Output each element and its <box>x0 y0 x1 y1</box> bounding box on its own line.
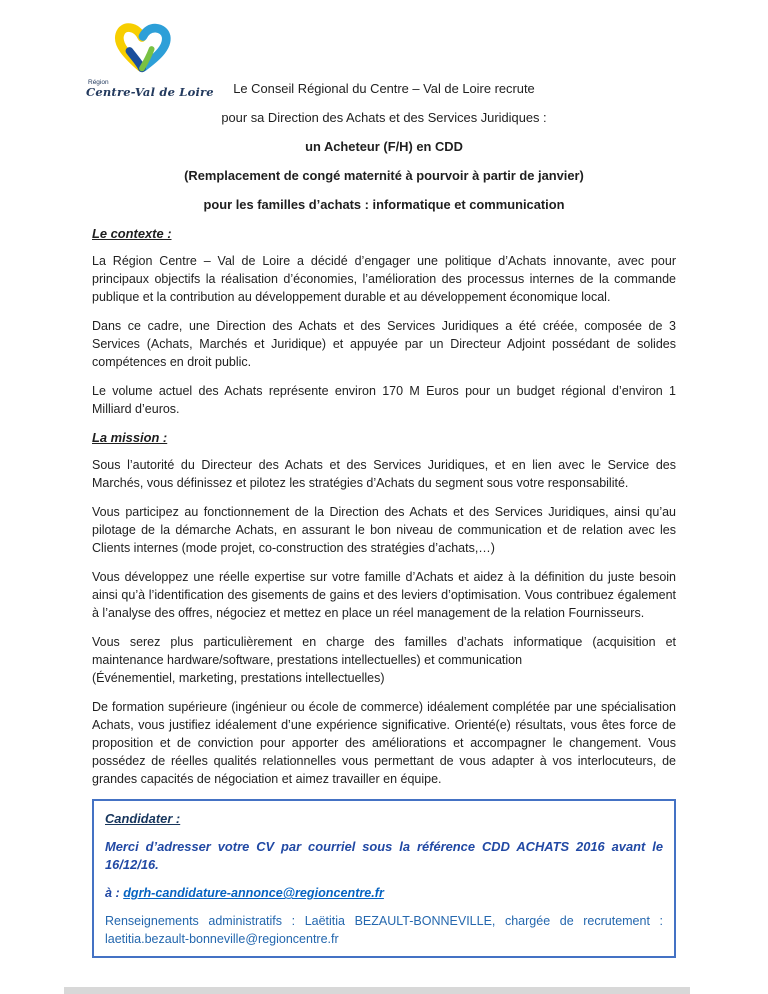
mission-paragraph-3: Vous développez une réelle expertise sur votre famille d’Achats et aidez à la définition du juste besoin ainsi qu’à l’identification des gisements de gains et des leviers d’optimisation. Vous contribuez également à l’analyse des offres, négociez et mettez en place un réel management de la relation Fournisseurs. <box>92 570 676 620</box>
region-logo-name: Centre-Val de Loire <box>86 85 214 99</box>
region-logo-region-label: Région <box>88 79 109 86</box>
mission-paragraph-4-line-2: (Événementiel, marketing, prestations intellectuelles) <box>92 671 385 685</box>
region-heart-icon <box>111 22 173 78</box>
recruitment-contact: Renseignements administratifs : Laëtitia BEZAULT-BONNEVILLE, chargée de recrutement : laetitia.bezault-bonneville@regioncentre.fr <box>105 914 663 946</box>
candidater-email-line <box>105 884 663 902</box>
header-line-families: pour les familles d’achats : informatique et communication <box>203 197 565 212</box>
mission-paragraph-4-line-1: Vous serez plus particulièrement en charge des familles d’achats informatique (acquisition et maintenance hardware/software, prestations intellectuelles) et communication <box>92 635 676 667</box>
candidater-box <box>92 799 676 958</box>
contexte-paragraph-1: La Région Centre – Val de Loire a décidé d’engager une politique d’Achats innovante, avec pour principaux objectifs la réalisation d’économies, l’amélioration des processus internes de la commande publique et la contribution au développement durable et au développement économique local. <box>92 254 676 304</box>
candidater-instruction: Merci d’adresser votre CV par courriel sous la référence CDD ACHATS 2016 avant le 16/12/16. <box>105 839 663 872</box>
contexte-paragraph-2: Dans ce cadre, une Direction des Achats et des Services Juridiques a été créée, composée de 3 Services (Achats, Marchés et Juridique) et appuyée par un Directeur Adjoint possédant de solides compétences en droit public. <box>92 319 676 369</box>
candidature-email-link[interactable]: dgrh-candidature-annonce@regioncentre.fr <box>123 886 384 900</box>
candidater-heading: Candidater : <box>105 811 181 826</box>
header-line-replacement: (Remplacement de congé maternité à pourvoir à partir de janvier) <box>184 168 584 183</box>
header-line-recruiter: Le Conseil Régional du Centre – Val de Loire recrute <box>233 81 535 96</box>
mission-paragraph-5: De formation supérieure (ingénieur ou école de commerce) idéalement complétée par une spécialisation Achats, vous justifiez idéalement d’une expérience significative. Orienté(e) résultats, vous êtes force de proposition et de conviction pour apporter des améliorations et accompagner le changement. Vous possédez de réelles qualités relationnelles vous permettant de vous adapter à vos interlocuteurs, de grandes capacités de négociation et aimez travailler en équipe. <box>92 700 676 786</box>
mission-heading: La mission : <box>92 430 168 445</box>
candidater-email-prefix: à : <box>105 886 124 900</box>
contexte-paragraph-3: Le volume actuel des Achats représente environ 170 M Euros pour un budget régional d’environ 1 Milliard d’euros. <box>92 384 676 416</box>
header-line-job-title: un Acheteur (F/H) en CDD <box>305 139 463 154</box>
contexte-heading: Le contexte : <box>92 226 172 241</box>
mission-paragraph-2: Vous participez au fonctionnement de la Direction des Achats et des Services Juridiques, ainsi qu’au pilotage de la démarche Achats, en assurant le bon niveau de communication et de relation avec les Clients internes (mode projet, co-construction des stratégies d’achats,…) <box>92 505 676 555</box>
page-bottom-strip <box>64 987 690 994</box>
mission-paragraph-1: Sous l’autorité du Directeur des Achats et des Services Juridiques, et en lien avec le Service des Marchés, vous définissez et pilotez les stratégies d’Achats du segment sous votre responsabilité. <box>92 458 676 490</box>
region-logo <box>86 22 214 99</box>
header-line-direction: pour sa Direction des Achats et des Services Juridiques : <box>221 110 547 125</box>
